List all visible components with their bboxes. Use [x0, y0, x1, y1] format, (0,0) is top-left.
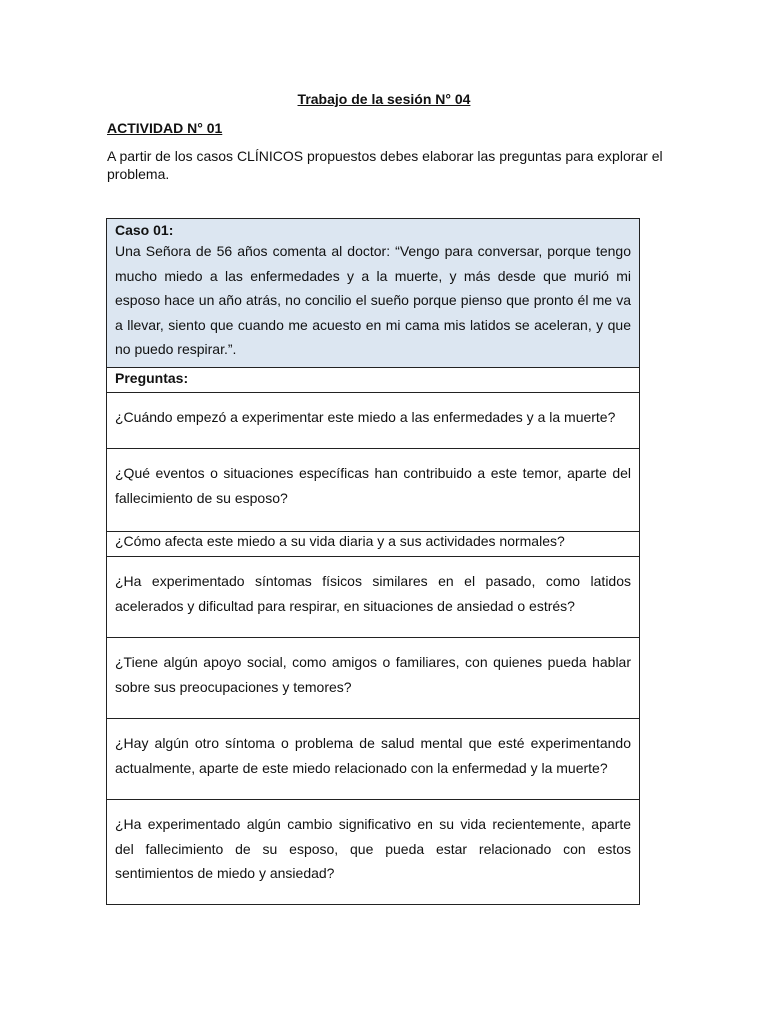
- question-2: ¿Qué eventos o situaciones específicas han contribuido a este temor, aparte del fallecimiento de su esposo?: [107, 449, 640, 532]
- question-5: ¿Tiene algún apoyo social, como amigos o familiares, con quienes pueda hablar sobre sus preocupaciones y temores?: [107, 638, 640, 719]
- question-row: [107, 719, 640, 800]
- case-row: [107, 219, 640, 368]
- question-1: ¿Cuándo empezó a experimentar este miedo a las enfermedades y a la muerte?: [107, 393, 640, 449]
- case-label: Caso 01:: [115, 222, 174, 238]
- page-title: Trabajo de la sesión N° 04: [297, 91, 471, 107]
- question-row: [107, 800, 640, 905]
- question-7: ¿Ha experimentado algún cambio significativo en su vida recientemente, aparte del fallecimiento de su esposo, que pueda estar relacionado con estos sentimientos de miedo y ansiedad?: [107, 800, 640, 905]
- questions-header-row: [107, 368, 640, 393]
- case-description: Una Señora de 56 años comenta al doctor: “Vengo para conversar, porque tengo mucho miedo a las enfermedades y a la muerte, y más desde que murió mi esposo hace un año atrás, no concilio el sueño porque pienso que pronto él me va a llevar, siento que cuando me acuesto en mi cama mis latidos se aceleran, y que no puedo respirar.”.: [115, 243, 631, 357]
- question-row: [107, 638, 640, 719]
- question-6: ¿Hay algún otro síntoma o problema de salud mental que esté experimentando actualmente, aparte de este miedo relacionado con la enfermedad y la muerte?: [107, 719, 640, 800]
- question-row: [107, 532, 640, 557]
- case-cell: [107, 219, 640, 368]
- question-row: [107, 393, 640, 449]
- activity-heading: ACTIVIDAD N° 01: [107, 120, 223, 136]
- question-row: [107, 449, 640, 532]
- question-row: [107, 557, 640, 638]
- question-4: ¿Ha experimentado síntomas físicos similares en el pasado, como latidos acelerados y dificultad para respirar, en situaciones de ansiedad o estrés?: [107, 557, 640, 638]
- intro-paragraph: A partir de los casos CLÍNICOS propuestos debes elaborar las preguntas para explorar el problema.: [107, 148, 663, 182]
- case-table: [106, 218, 640, 905]
- questions-header: Preguntas:: [107, 368, 640, 393]
- question-3: ¿Cómo afecta este miedo a su vida diaria y a sus actividades normales?: [107, 532, 640, 557]
